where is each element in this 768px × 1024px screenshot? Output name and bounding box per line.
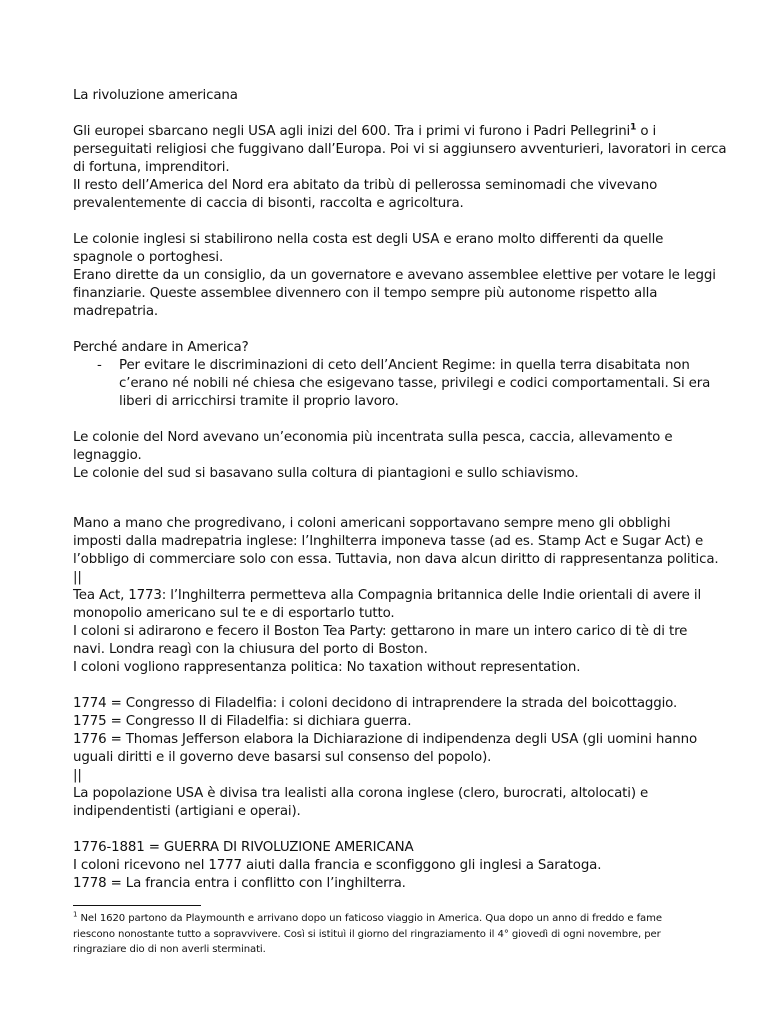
text-line: Tea Act, 1773: l’Inghilterra permetteva alla Compagnia britannica delle Indie orientali di avere il <box>73 588 702 603</box>
text-line: La popolazione USA è divisa tra lealisti alla corona inglese (clero, burocrati, altolocati) e <box>73 786 649 801</box>
text-line: Per evitare le discriminazioni di ceto dell’Ancient Regime: in quella terra disabitata non <box>119 358 690 373</box>
paragraph-timeline <box>73 695 713 821</box>
text-line: 1776 = Thomas Jefferson elabora la Dichiarazione di indipendenza degli USA (gli uomini hanno <box>73 732 698 747</box>
text-line: di fortuna, imprenditori. <box>73 160 230 175</box>
text-line: 1778 = La francia entra i conflitto con l’inghilterra. <box>73 876 406 891</box>
paragraph-why-america <box>73 339 713 411</box>
text-line: prevalentemente di caccia di bisonti, raccolta e agricoltura. <box>73 196 464 211</box>
text-line: I coloni vogliono rappresentanza politica: No taxation without representation. <box>73 660 581 675</box>
text-line: Il resto dell’America del Nord era abitato da tribù di pellerossa seminomadi che vivevano <box>73 178 658 193</box>
footnote <box>73 911 713 958</box>
text-line: l’obbligo di commerciare solo con essa. Tuttavia, non dava alcun diritto di rappresentanza politica. <box>73 552 719 567</box>
text-line: legnaggio. <box>73 448 142 463</box>
text-line: 1775 = Congresso II di Filadelfia: si dichiara guerra. <box>73 714 412 729</box>
footnote-line: ringraziare dio di non averli sterminati. <box>73 944 266 955</box>
footnote-separator <box>73 905 201 906</box>
list-item <box>73 357 713 411</box>
paragraph-colonies <box>73 231 716 321</box>
text-line: imposti dalla madrepatria inglese: l’Inghilterra imponeva tasse (ad es. Stamp Act e Sugar Act) e <box>73 534 704 549</box>
text-line: Le colonie inglesi si stabilirono nella costa est degli USA e erano molto differenti da quelle <box>73 232 664 247</box>
footnote-marker: 1 <box>73 910 78 919</box>
text-line: Le colonie del sud si basavano sulla coltura di piantagioni e sullo schiavismo. <box>73 466 579 481</box>
text-line: perseguitati religiosi che fuggivano dall’Europa. Poi vi si aggiunsero avventurieri, lavoratori in cerca <box>73 142 727 157</box>
text-line: monopolio americano sul te e di esportarlo tutto. <box>73 606 395 621</box>
text-line: Mano a mano che progredivano, i coloni americani sopportavano sempre meno gli obblighi <box>73 516 671 531</box>
text-line: c’erano né nobili né chiesa che esigevano tasse, privilegi e codici comportamentali. Si era <box>119 376 711 391</box>
text-line: navi. Londra reagì con la chiusura del porto di Boston. <box>73 642 428 657</box>
bullet-dash: - <box>97 358 102 373</box>
arrow-marker: || <box>73 768 82 783</box>
page-title <box>73 87 713 105</box>
text-line: madrepatria. <box>73 304 159 319</box>
text-line: spagnole o portoghesi. <box>73 250 224 265</box>
text-line: 1774 = Congresso di Filadelfia: i coloni decidono di intraprendere la strada del boicottaggio. <box>73 696 678 711</box>
text-line: uguali diritti e il governo deve basarsi sul consenso del popolo). <box>73 750 492 765</box>
text-line: Erano dirette da un consiglio, da un governatore e avevano assemblee elettive per votare le leggi <box>73 268 716 283</box>
text-line: finanziarie. Queste assemblee divennero con il tempo sempre più autonome rispetto alla <box>73 286 658 301</box>
text-line: liberi di arricchirsi tramite il proprio lavoro. <box>119 394 399 409</box>
text-line: I coloni si adirarono e fecero il Boston Tea Party: gettarono in mare un intero carico di tè di tre <box>73 624 688 639</box>
paragraph-economy <box>73 429 713 483</box>
text-line: indipendentisti (artigiani e operai). <box>73 804 301 819</box>
footnote-line: $^1$ Nel 1620 partono da Playmounth e arrivano dopo un faticoso viaggio in America. Qua dopo un anno di freddo e fame <box>73 910 662 924</box>
text-line: Le colonie del Nord avevano un’economia più incentrata sulla pesca, caccia, allevamento e <box>73 430 673 445</box>
question-heading: Perché andare in America? <box>73 340 249 355</box>
paragraph-taxes <box>73 515 719 677</box>
section-heading: 1776-1881 = GUERRA DI RIVOLUZIONE AMERICANA <box>73 840 414 855</box>
footnote-reference[interactable]: 1 <box>630 122 637 133</box>
document-body <box>73 87 727 893</box>
paragraph-settlers <box>73 122 727 213</box>
footnote-line: riescono nonostante tutto a sopravvivere. Così si istituì il giorno del ringraziamento il 4° giovedì di ogni novembre, per <box>73 928 661 940</box>
arrow-marker: || <box>73 570 82 585</box>
text-line: I coloni ricevono nel 1777 aiuti dalla francia e sconfiggono gli inglesi a Saratoga. <box>73 858 602 873</box>
text-line: Gli europei sbarcano negli USA agli inizi del 600. Tra i primi vi furono i Padri Pellegrini$^1$ o i <box>73 122 657 139</box>
paragraph-war <box>73 839 713 893</box>
title-text: La rivoluzione americana <box>73 88 238 103</box>
